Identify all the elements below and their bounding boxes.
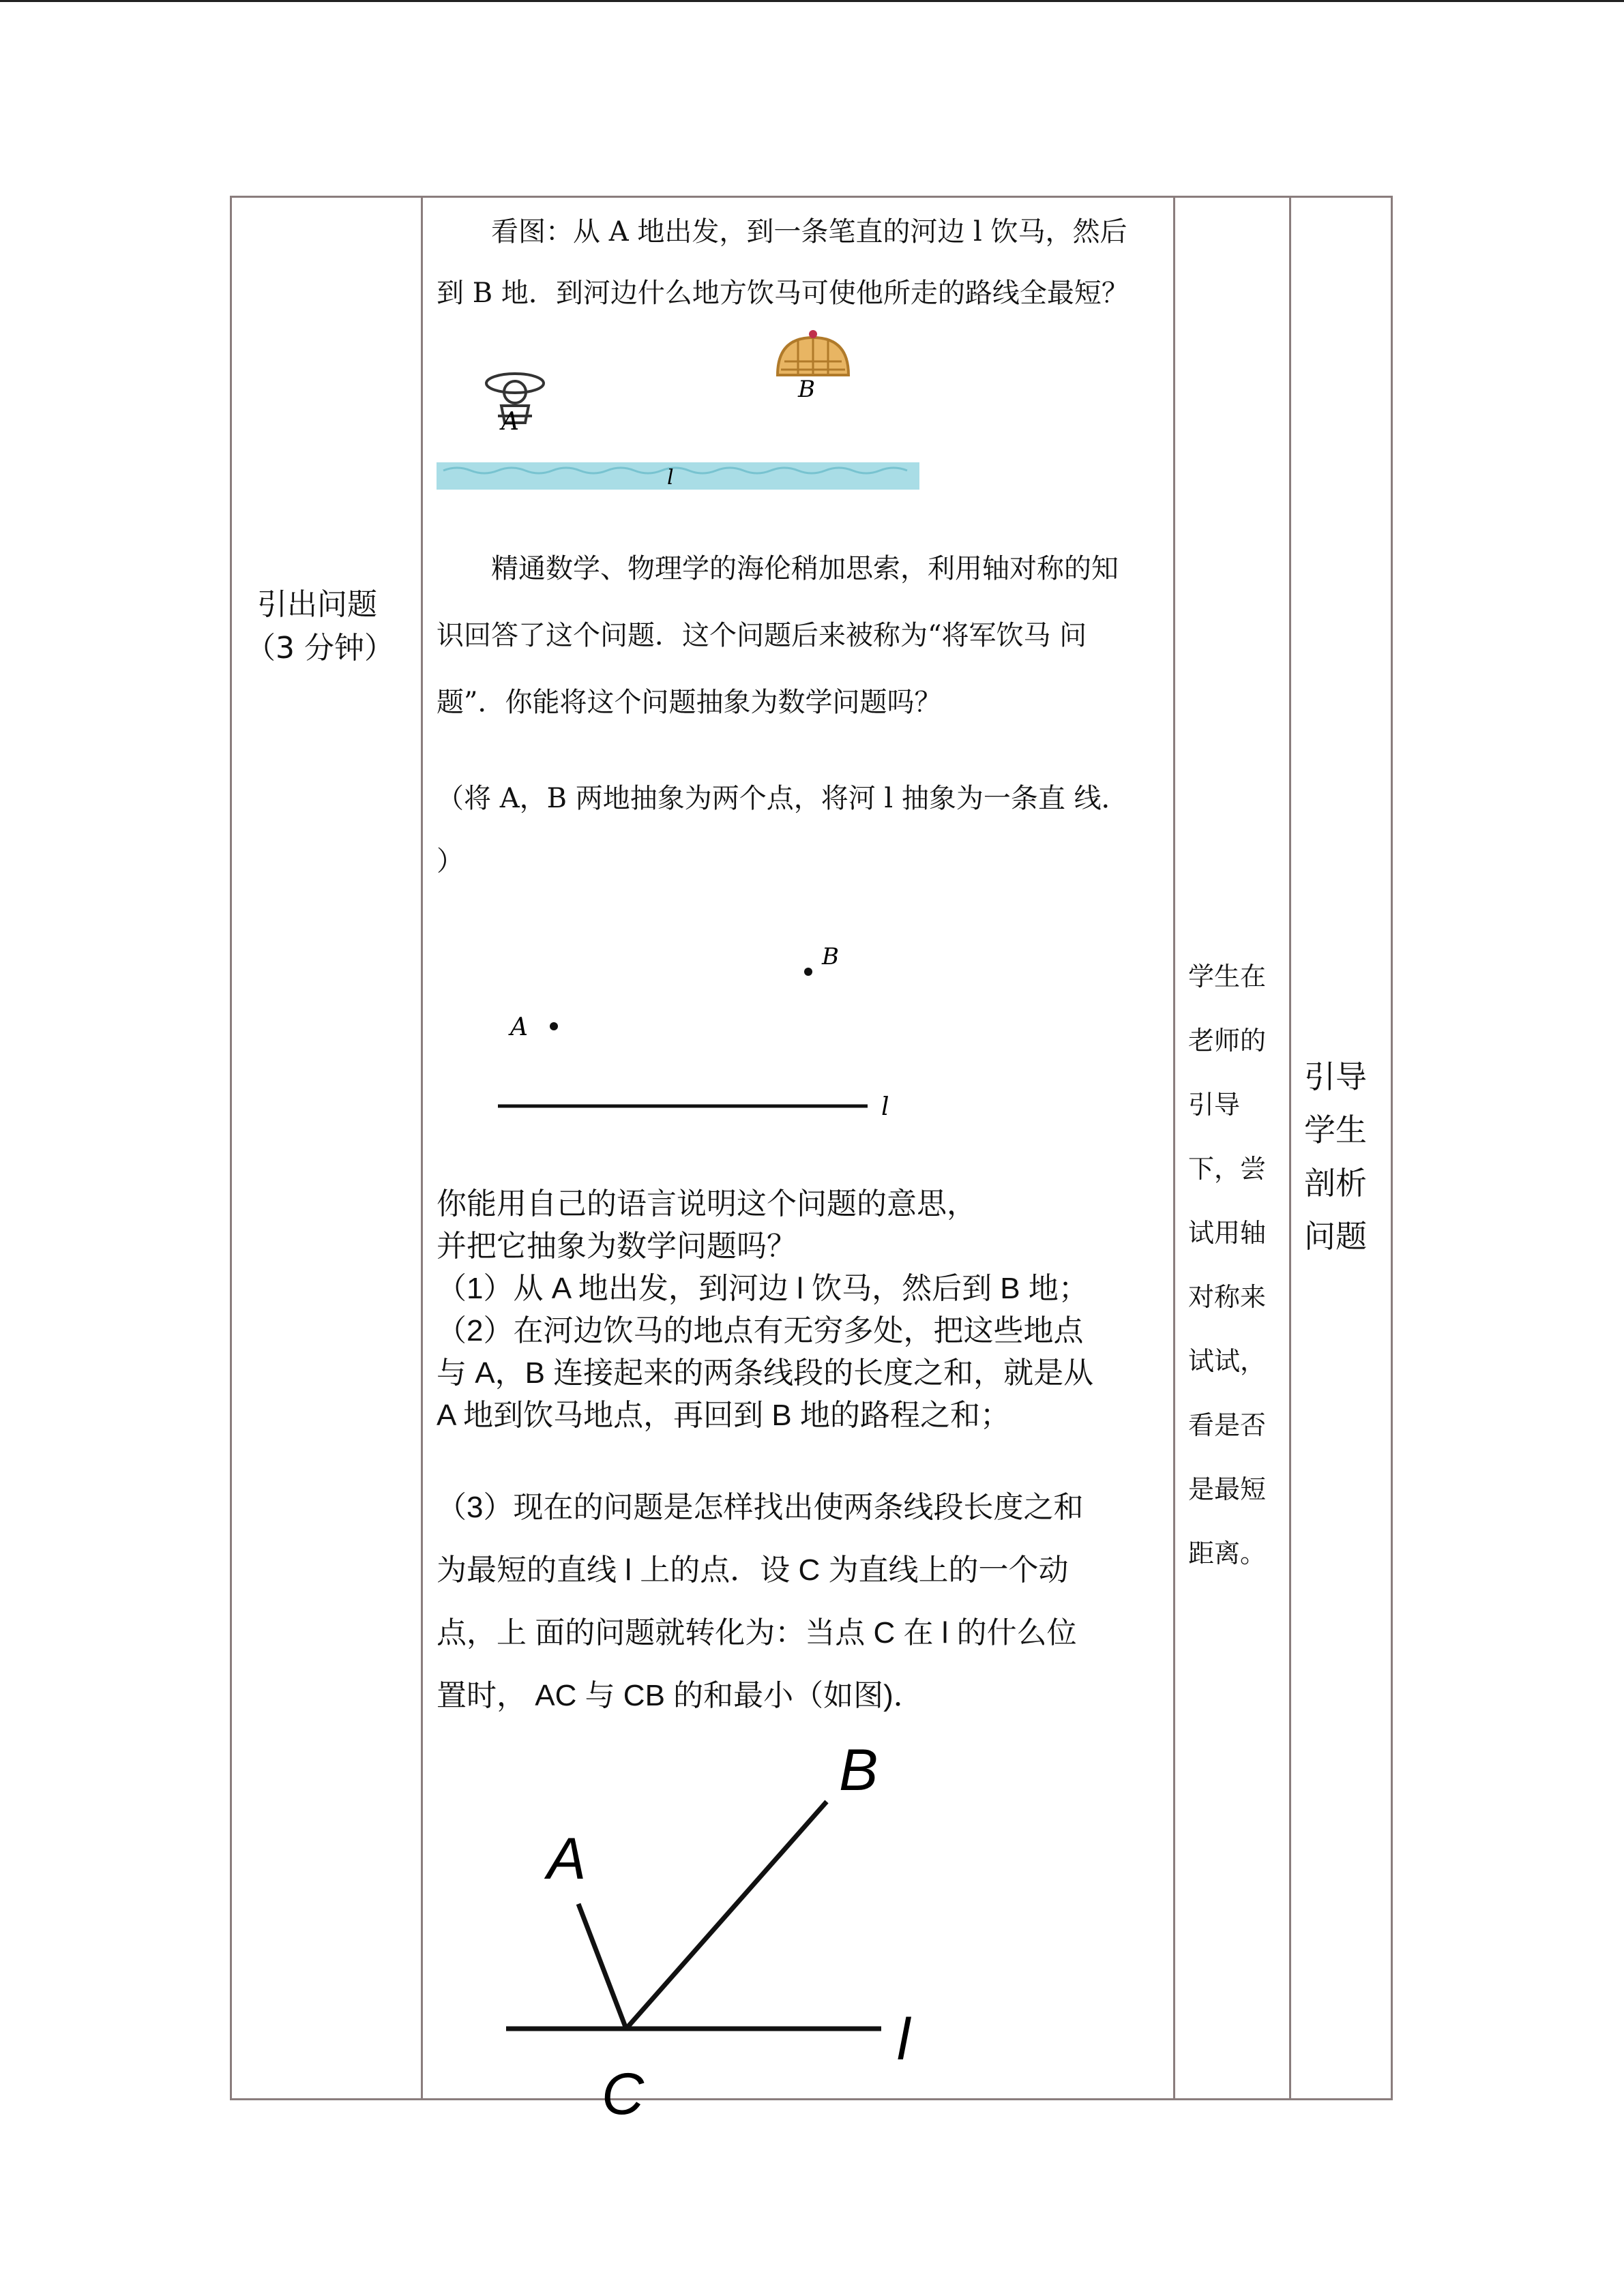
student-activity-line: 对称来 [1188,1282,1267,1312]
question-3-line-3: 点，上 面的问题就转化为：当点 C 在 l 的什么位 [437,1616,1077,1650]
student-activity-line: 引导 [1188,1090,1241,1120]
stage-title: 引出问题 [257,587,377,622]
student-activity-line: 老师的 [1188,1026,1267,1056]
paragraph-3 [437,767,1160,893]
question-line-6: A 地到饮马地点，再回到 B 地的路程之和； [437,1399,1010,1432]
fig3-label-b: B [839,1738,879,1803]
question-3-line-4: 置时， AC 与 CB 的和最小（如图)． [437,1679,924,1712]
student-activity-line: 距离。 [1188,1538,1267,1568]
paragraph-3-line-2: ） [437,846,464,877]
question-line-5: 与 A，B 连接起来的两条线段的长度之和，就是从 [437,1356,1094,1390]
student-activity-cell [1188,944,1284,1585]
question-3-line-2: 为最短的直线 l 上的点．设 C 为直线上的一个动 [437,1553,1069,1587]
student-activity-line: 看是否 [1188,1410,1267,1440]
student-activity-line: 试用轴 [1188,1218,1267,1248]
question-3-block [437,1476,1160,1727]
design-intent-line: 引导 [1304,1058,1367,1095]
design-intent-line: 学生 [1304,1112,1367,1148]
point-b [804,968,812,976]
student-activity-line: 下，尝 [1188,1154,1267,1184]
fig3-label-a: A [547,1826,587,1892]
design-intent-cell [1304,1050,1379,1263]
question-line-1: 你能用自己的语言说明这个问题的意思， [437,1187,977,1221]
fig2-label-a: A [510,1013,528,1041]
stage-cell [246,583,394,670]
student-activity-line: 学生在 [1188,961,1267,992]
figure-points-line [477,934,914,1125]
segment-cb [626,1802,827,2029]
page-top-border [0,0,1624,2]
design-intent-line: 问题 [1304,1218,1367,1255]
column-divider [1173,198,1175,2098]
paragraph-1-line-2: 到 B 地．到河边什么地方饮马可使他所走的路线全最短？ [437,278,1129,309]
stage-duration: （3 分钟） [246,631,394,666]
fig1-label-b: B [798,376,815,403]
question-block [437,1183,1160,1437]
question-line-2: 并把它抽象为数学问题吗？ [437,1229,797,1263]
paragraph-2-line-2: 识回答了这个问题．这个问题后来被称为“将军饮马 问 [437,620,1087,651]
paragraph-1-line-1: 看图：从 A 地出发，到一条笔直的河边 l 饮马，然后 [491,216,1127,248]
paragraph-2-line-1: 精通数学、物理学的海伦稍加思索，利用轴对称的知 [491,553,1119,584]
design-intent-line: 剖析 [1304,1165,1367,1202]
figure-acb [477,1725,969,2134]
fig3-label-c: C [602,2061,645,2127]
question-3-line-1: （3）现在的问题是怎样找出使两条线段长度之和 [437,1491,1084,1524]
paragraph-2 [437,535,1160,736]
question-line-4: （2）在河边饮马的地点有无穷多处，把这些地点 [437,1314,1084,1347]
paragraph-1 [437,201,1160,324]
student-activity-line: 试试， [1188,1346,1267,1376]
point-a [550,1022,558,1030]
fig3-label-l: l [897,2007,911,2072]
column-divider [1289,198,1291,2098]
fig1-label-river: l [667,466,674,490]
column-divider [421,198,423,2098]
fig2-label-l: l [881,1093,889,1121]
tent-icon [778,330,848,375]
question-line-3: （1）从 A 地出发，到河边 l 饮马，然后到 B 地； [437,1272,1089,1305]
figure-horse-river [430,320,934,498]
paragraph-3-line-1: （将 A，B 两地抽象为两个点，将河 l 抽象为一条直 线． [437,783,1129,814]
fig1-label-a: A [501,408,519,436]
segment-ac [578,1904,626,2029]
student-activity-line: 是最短 [1188,1474,1267,1504]
paragraph-2-line-3: 题”．你能将这个问题抽象为数学问题吗？ [437,687,942,718]
river-band [437,462,919,490]
fig2-label-b: B [822,943,839,970]
